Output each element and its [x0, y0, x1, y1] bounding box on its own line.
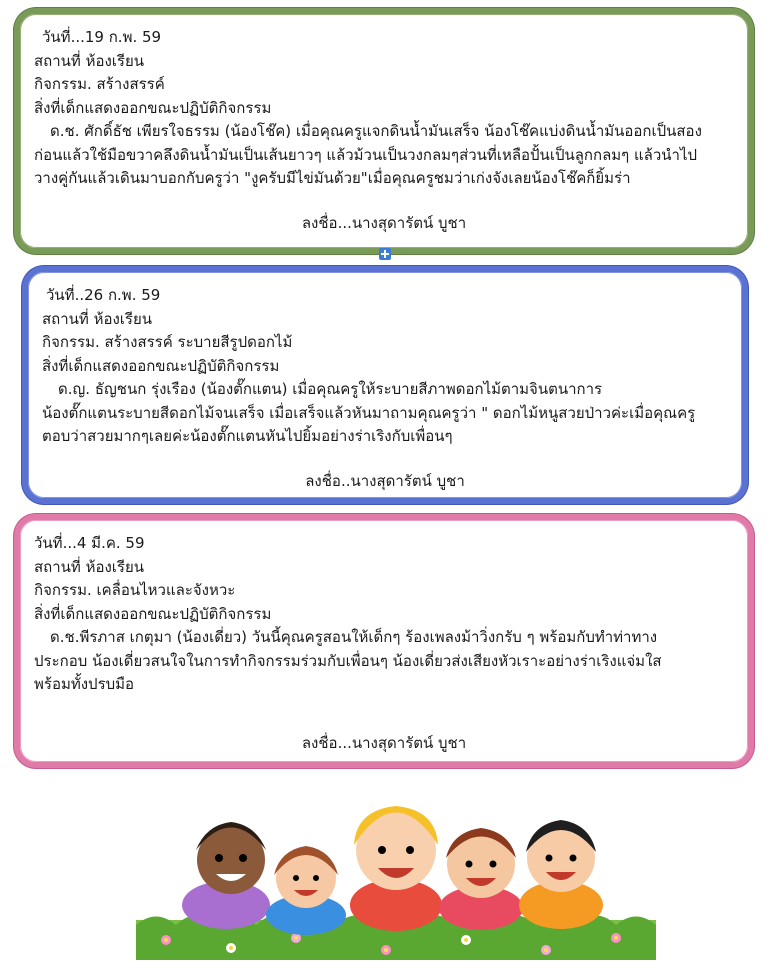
note-card-3: [14, 514, 754, 768]
card-signature: ลงชื่อ...นางสุดารัตน์ บูชา: [301, 214, 467, 232]
card-date: วันที่...4 มี.ค. 59: [34, 534, 145, 552]
card-body-line: ด.ญ. ธัญชนก รุ่งเรือง (น้องตั๊กแตน) เมื่อคุณครูให้ระบายสีภาพดอกไม้ตามจินตนาการ: [58, 380, 603, 398]
children-illustration: [136, 780, 656, 960]
card-date: วันที่..26 ก.พ. 59: [46, 286, 161, 304]
card-behavior-heading: สิ่งที่เด็กแสดงออกขณะปฏิบัติกิจกรรม: [42, 356, 280, 375]
card-activity: กิจกรรม. เคลื่อนไหวและจังหวะ: [34, 581, 236, 599]
card-signature: ลงชื่อ...นางสุดารัตน์ บูชา: [301, 734, 467, 752]
card-signature: ลงชื่อ..นางสุดารัตน์ บูชา: [305, 472, 465, 490]
card-activity: กิจกรรม. สร้างสรรค์: [34, 75, 165, 93]
card-place: สถานที่ ห้องเรียน: [34, 51, 145, 70]
note-card-1: [14, 8, 754, 254]
card-behavior-heading: สิ่งที่เด็กแสดงออกขณะปฏิบัติกิจกรรม: [34, 604, 272, 623]
children-cartoon: [136, 780, 656, 960]
card-body-line: ประกอบ น้องเดี่ยวสนใจในการทำกิจกรรมร่วมกับเพื่อนๆ น้องเดี่ยวส่งเสียงหัวเราะอย่างร่าเริงแจ่มใส: [34, 651, 662, 670]
card-activity: กิจกรรม. สร้างสรรค์ ระบายสีรูปดอกไม้: [42, 333, 293, 351]
card-body-line: ด.ช.พีรภาส เกตุมา (น้องเดี่ยว) วันนี้คุณครูสอนให้เด็กๆ ร้องเพลงม้าวิ่งกรับ ๆ พร้อมกับทำท่าทาง: [50, 628, 658, 646]
card-place: สถานที่ ห้องเรียน: [34, 557, 145, 576]
card-body-line: ด.ช. ศักดิ์ธัช เพียรใจธรรม (น้องโช๊ค) เมื่อคุณครูแจกดินน้ำมันเสร็จ น้องโช๊คแบ่งดินน้ำมันออกเป็นสอง: [50, 122, 702, 140]
card-body-line: ก่อนแล้วใช้มือขวาคลึงดินน้ำมันเป็นเส้นยาวๆ แล้วม้วนเป็นวงกลมๆส่วนที่เหลือปั้นเป็นลูกกลมๆ แล้วนำไป: [34, 145, 698, 164]
card-behavior-heading: สิ่งที่เด็กแสดงออกขณะปฏิบัติกิจกรรม: [34, 98, 272, 117]
card-date: วันที่...19 ก.พ. 59: [42, 28, 162, 46]
note-card-2: [22, 266, 748, 504]
card-body-line: น้องตั๊กแตนระบายสีดอกไม้จนเสร็จ เมื่อเสร็จแล้วหันมาถามคุณครูว่า " ดอกไม้หนูสวยป่าวค่ะเมื่อคุณครู: [42, 403, 696, 422]
card-place: สถานที่ ห้องเรียน: [42, 309, 153, 328]
card-body-line: พร้อมทั้งปรบมือ: [34, 675, 135, 693]
card-body-line: ตอบว่าสวยมากๆเลยค่ะน้องตั๊กแตนหันไปยิ้มอย่างร่าเริงกับเพื่อนๆ: [42, 427, 453, 445]
card-body-line: วางคู่กันแล้วเดินมาบอกกับครูว่า "งูครับมีไข่มันด้วย"เมื่อคุณครูชมว่าเก่งจังเลยน้องโช๊คก็ยิ้มร่า: [34, 169, 631, 187]
expand-plus-icon[interactable]: [379, 248, 391, 260]
